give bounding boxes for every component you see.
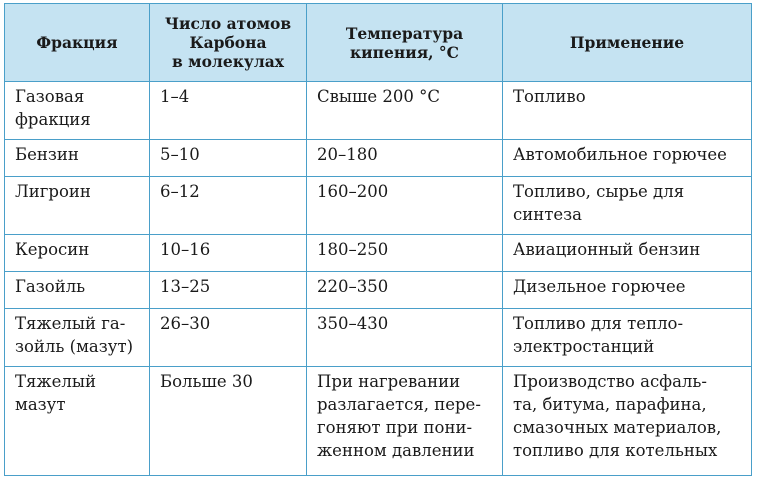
application-cell: Топливо, сырье для синтеза bbox=[503, 177, 752, 235]
table-row bbox=[5, 235, 752, 272]
carbon-atoms-cell: 26–30 bbox=[150, 309, 307, 367]
application-cell: Производство асфаль- та, битума, парафина, смазочных материалов, топливо для котельных bbox=[503, 367, 752, 476]
header-application: Применение bbox=[503, 4, 752, 82]
carbon-atoms-cell: 1–4 bbox=[150, 82, 307, 140]
fraction-cell: Бензин bbox=[5, 140, 150, 177]
boiling-temp-cell: 180–250 bbox=[307, 235, 503, 272]
boiling-temp-cell: 350–430 bbox=[307, 309, 503, 367]
fraction-cell: Тяжелый мазут bbox=[5, 367, 150, 476]
fraction-cell: Лигроин bbox=[5, 177, 150, 235]
table-row bbox=[5, 309, 752, 367]
carbon-atoms-cell: Больше 30 bbox=[150, 367, 307, 476]
boiling-temp-cell: Свыше 200 °С bbox=[307, 82, 503, 140]
fraction-cell: Тяжелый га- зойль (мазут) bbox=[5, 309, 150, 367]
table-header-row bbox=[5, 4, 752, 82]
application-cell: Автомобильное горючее bbox=[503, 140, 752, 177]
boiling-temp-cell: 20–180 bbox=[307, 140, 503, 177]
fraction-cell: Керосин bbox=[5, 235, 150, 272]
boiling-temp-cell: При нагревании разлагается, пере- гоняют при пони- женном давлении bbox=[307, 367, 503, 476]
table-row bbox=[5, 177, 752, 235]
header-fraction: Фракция bbox=[5, 4, 150, 82]
carbon-atoms-cell: 5–10 bbox=[150, 140, 307, 177]
table-row bbox=[5, 272, 752, 309]
header-boiling-temperature: Температура кипения, °С bbox=[307, 4, 503, 82]
carbon-atoms-cell: 10–16 bbox=[150, 235, 307, 272]
application-cell: Топливо для тепло- электростанций bbox=[503, 309, 752, 367]
carbon-atoms-cell: 13–25 bbox=[150, 272, 307, 309]
application-cell: Дизельное горючее bbox=[503, 272, 752, 309]
application-cell: Топливо bbox=[503, 82, 752, 140]
carbon-atoms-cell: 6–12 bbox=[150, 177, 307, 235]
petroleum-fractions-table bbox=[4, 3, 752, 476]
table-row bbox=[5, 82, 752, 140]
boiling-temp-cell: 220–350 bbox=[307, 272, 503, 309]
fraction-cell: Газойль bbox=[5, 272, 150, 309]
application-cell: Авиационный бензин bbox=[503, 235, 752, 272]
boiling-temp-cell: 160–200 bbox=[307, 177, 503, 235]
fraction-cell: Газовая фракция bbox=[5, 82, 150, 140]
table-row bbox=[5, 140, 752, 177]
header-carbon-atoms: Число атомов Карбона в молекулах bbox=[150, 4, 307, 82]
table-row bbox=[5, 367, 752, 476]
